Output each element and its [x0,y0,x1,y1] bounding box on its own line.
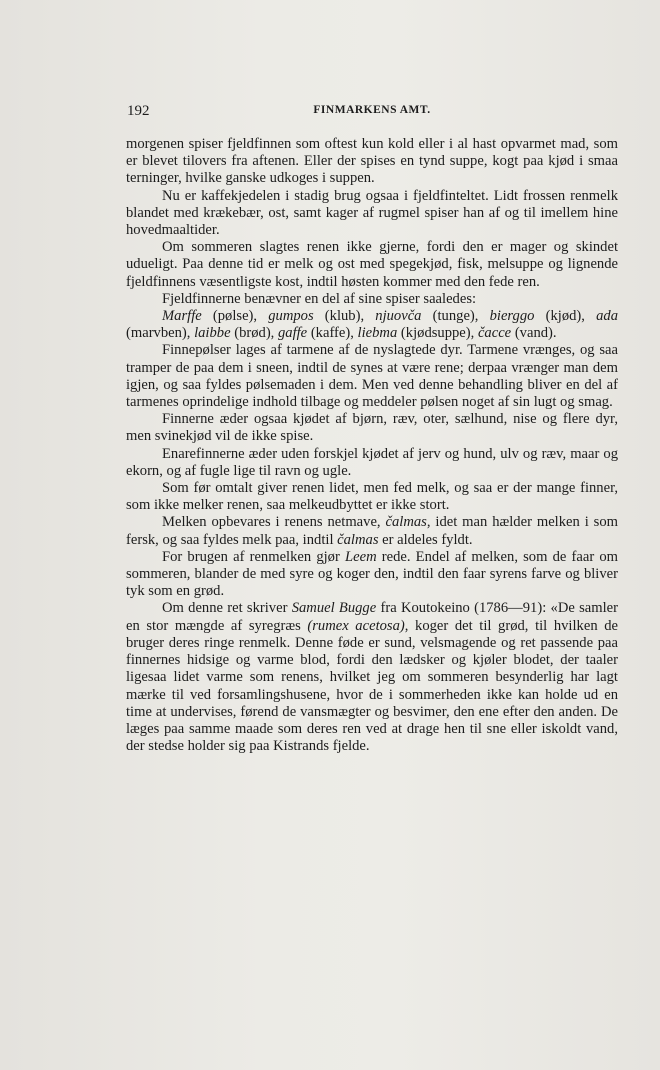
paragraph: Enarefinnerne æder uden forskjel kjødet af jerv og hund, ulv og ræv, maar og ekorn, og af fugle lige til ravn og ugle. [126,445,618,479]
body-text [126,136,618,755]
paragraph: Om denne ret skriver Samuel Bugge fra Koutokeino (1786—91): «De samler en stor mængde af syregræs (rumex acetosa), koger det til grød, til hvilken de bruger deres ringe renmelk. Denne føde er sund, velsmagende og ret passende paa finnernes hidsige og varme blod, fordi den lædsker og kjøler blodet, der taaler ligesaa lidet varme som renens, hvilket jeg om sommeren besynderlig har lagt mærke til ved forsamlingshusene, hvor de i sommerheden ikke kan holde ud en time at undervises, førend de vansmægter og besvimer, den ene efter den anden. De læges paa samme maade som deres ren ved at drage hen til sne eller iskoldt vand, der stedse holder sig paa Kistrands fjelde. [126,600,618,755]
paragraph: Om sommeren slagtes renen ikke gjerne, fordi den er mager og skindet udueligt. Paa denne tid er melk og ost med spegekjød, fisk, melsuppe og lignende fjeldfinnens væsentligste kost, indtil høsten kommer med den fede ren. [126,239,618,290]
paragraph: Nu er kaffekjedelen i stadig brug ogsaa i fjeldfinteltet. Lidt frossen renmelk blandet med krækebær, ost, samt kager af rugmel spiser han af og til imellem hine hovedmaaltider. [126,187,618,239]
paragraph: morgenen spiser fjeldfinnen som oftest kun kold eller i al hast opvarmet mad, som er blevet tilovers fra aftenen. Eller der spises en tynd suppe, kogt paa kjød i smaa terninger, hvilke ganske udkoges i suppen. [126,136,618,187]
running-title: FINMARKENS AMT. [313,104,431,116]
paragraph: Finnerne æder ogsaa kjødet af bjørn, ræv, oter, sælhund, nise og flere dyr, men svinekjød vil de ikke spise. [126,411,618,445]
paragraph: Finnepølser lages af tarmene af de nyslagtede dyr. Tarmene vrænges, og saa tramper de paa dem i sneen, indtil de synes at være rene; derpaa vrænger man dem igjen, og saa fyldes pølsemaden i dem. Men ved denne behandling bliver en del af tarmenes oprindelige indhold tilbage og meddeler pølsen noget af sin lugt og smag. [126,342,618,411]
paragraph: Som før omtalt giver renen lidet, men fed melk, og saa er der mange finner, som ikke melker renen, saa melkeudbyttet er ikke stort. [126,480,618,514]
paragraph: For brugen af renmelken gjør Leem rede. Endel af melken, som de faar om sommeren, blander de med syre og koger den, indtil den faar syrens farve og bliver tyk som en grød. [126,548,618,600]
paragraph: Fjeldfinnerne benævner en del af sine spiser saaledes: [162,290,477,307]
paragraph: Marffe (pølse), gumpos (klub), njuovča (tunge), bierggo (kjød), ada (marvben), laibbe (brød), gaffe (kaffe), liebma (kjødsuppe), čacce (vand). [126,308,618,342]
page-number: 192 [127,103,150,119]
paragraph: Melken opbevares i renens netmave, čalmas, idet man hælder melken i som fersk, og saa fyldes melk paa, indtil čalmas er aldeles fyldt. [126,514,618,548]
page-header [127,103,617,123]
